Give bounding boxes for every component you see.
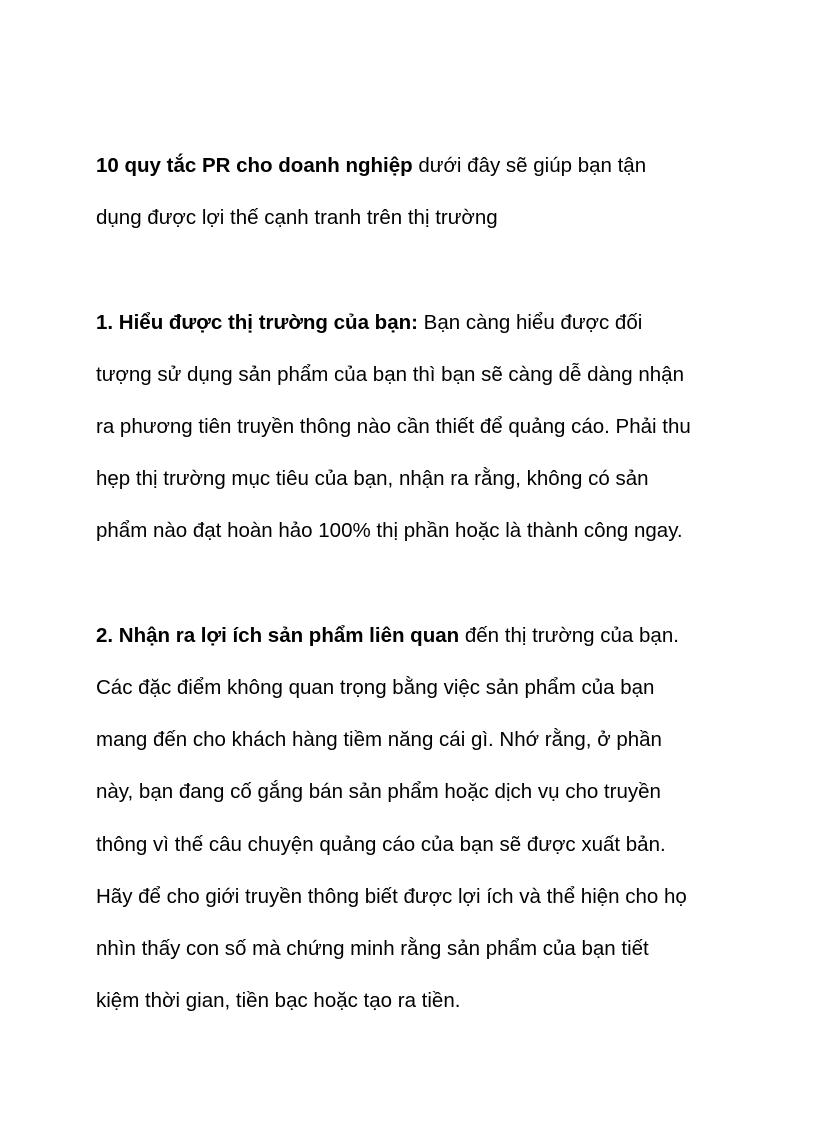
section-2-line-7: nhìn thấy con số mà chứng minh rằng sản phẩm của bạn tiết <box>96 937 649 961</box>
section-1-heading: 1. Hiểu được thị trường của bạn: <box>96 310 418 334</box>
intro-line-1 <box>96 140 736 192</box>
section-2-line-1 <box>96 610 736 662</box>
section-2-heading: 2. Nhận ra lợi ích sản phẩm liên quan <box>96 623 460 647</box>
section-2-line-3: mang đến cho khách hàng tiềm năng cái gì. Nhớ rằng, ở phần <box>96 728 662 752</box>
section-1-line-2: tượng sử dụng sản phẩm của bạn thì bạn sẽ càng dễ dàng nhận <box>96 362 684 386</box>
section-2-paragraph <box>96 610 736 1028</box>
section-2-line-6: Hãy để cho giới truyền thông biết được lợi ích và thể hiện cho họ <box>96 884 687 908</box>
intro-line-2: dụng được lợi thế cạnh tranh trên thị trường <box>96 206 498 230</box>
document-body <box>96 140 736 1027</box>
section-1-line-3: ra phương tiên truyền thông nào cần thiết để quảng cáo. Phải thu <box>96 415 691 438</box>
section-1-line-4: hẹp thị trường mục tiêu của bạn, nhận ra rằng, không có sản <box>96 467 649 491</box>
intro-line-1-text: dưới đây sẽ giúp bạn tận <box>412 154 647 177</box>
section-1-line-5: phẩm nào đạt hoàn hảo 100% thị phần hoặc là thành công ngay. <box>96 519 683 543</box>
section-1-line-1-text: Bạn càng hiểu được đối <box>417 310 643 334</box>
section-1-paragraph <box>96 297 736 558</box>
section-2-line-2: Các đặc điểm không quan trọng bằng việc sản phẩm của bạn <box>96 676 655 699</box>
section-2-line-4: này, bạn đang cố gắng bán sản phẩm hoặc dịch vụ cho truyền <box>96 780 661 804</box>
section-2-line-5: thông vì thế câu chuyện quảng cáo của bạn sẽ được xuất bản. <box>96 832 666 856</box>
intro-paragraph <box>96 140 736 244</box>
intro-bold-title: 10 quy tắc PR cho doanh nghiệp <box>96 154 413 177</box>
section-2-line-8: kiệm thời gian, tiền bạc hoặc tạo ra tiền. <box>96 989 461 1013</box>
section-1-line-1 <box>96 297 736 349</box>
section-2-line-1-text: đến thị trường của bạn. <box>459 623 679 647</box>
